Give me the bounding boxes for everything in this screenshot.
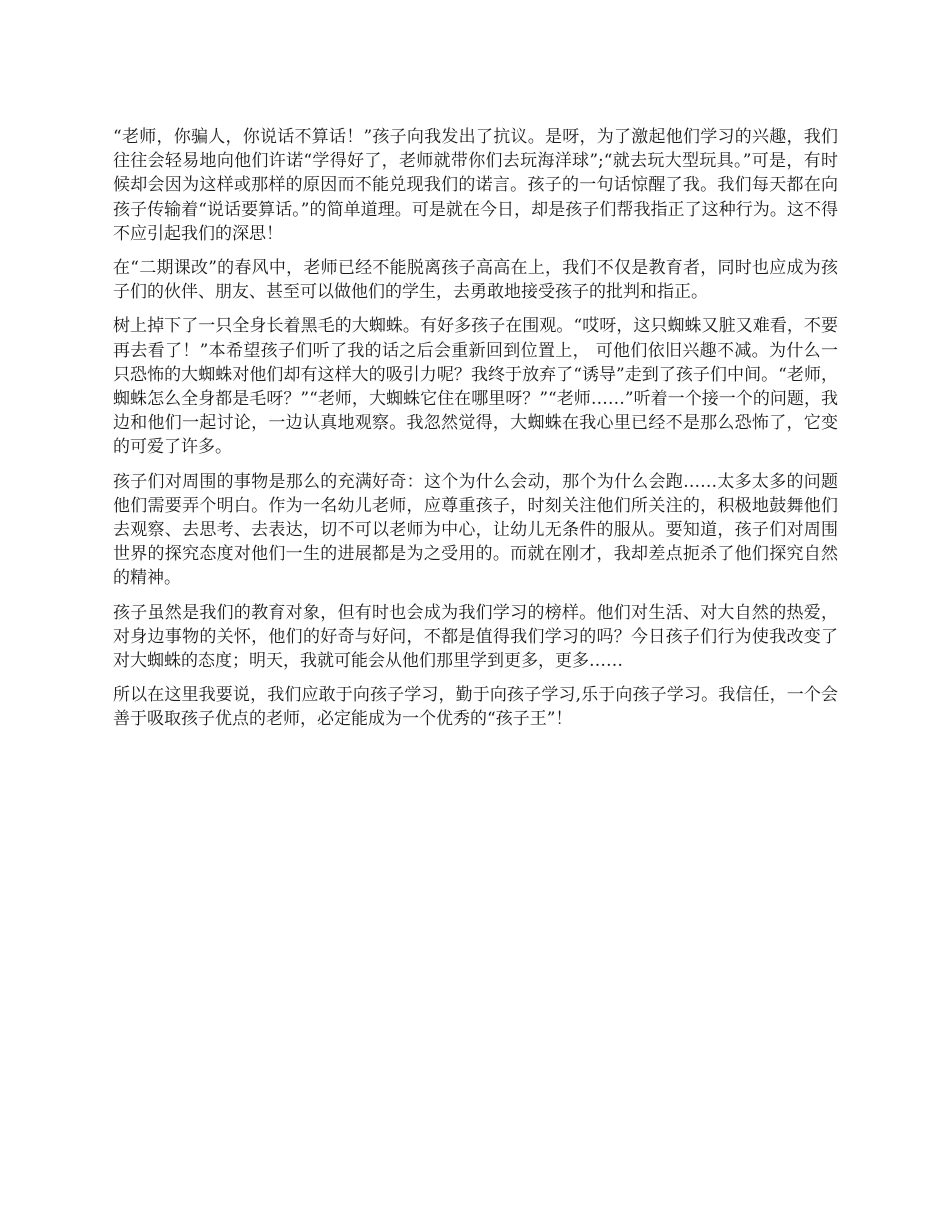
paragraph-5: 孩子虽然是我们的教育对象，但有时也会成为我们学习的榜样。他们对生活、对大自然的热爱，对身边事物的关怀，他们的好奇与好问，不都是值得我们学习的吗？今日孩子们行为使我改变了对大蜘蛛的态度；明天，我就可能会从他们那里学到更多，更多…… xyxy=(113,602,838,672)
paragraph-3: 树上掉下了一只全身长着黑毛的大蜘蛛。有好多孩子在围观。“哎呀，这只蜘蛛又脏又难看，不要再去看了！”本希望孩子们听了我的话之后会重新回到位置上， 可他们依旧兴趣不减。为什么一只恐怖的大蜘蛛对他们却有这样大的吸引力呢？我终于放弃了“诱导”走到了孩子们中间。“老师，蜘蛛怎么全身都是毛呀？”“老师，大蜘蛛它住在哪里呀？”“老师……”听着一个接一个的问题，我边和他们一起讨论，一边认真地观察。我忽然觉得，大蜘蛛在我心里已经不是那么恐怖了，它变的可爱了许多。 xyxy=(113,316,838,458)
paragraph-4: 孩子们对周围的事物是那么的充满好奇：这个为什么会动，那个为什么会跑……太多太多的问题他们需要弄个明白。作为一名幼儿老师，应尊重孩子，时刻关注他们所关注的，积极地鼓舞他们去观察、去思考、去表达，切不可以老师为中心，让幼儿无条件的服从。要知道，孩子们对周围世界的探究态度对他们一生的进展都是为之受用的。而就在刚才，我却差点扼杀了他们探究自然的精神。 xyxy=(113,471,838,589)
paragraph-2: 在“二期课改”的春风中，老师已经不能脱离孩子高高在上，我们不仅是教育者，同时也应成为孩子们的伙伴、朋友、甚至可以做他们的学生，去勇敢地接受孩子的批判和指正。 xyxy=(113,258,838,303)
paragraph-1: “老师，你骗人，你说话不算话！”孩子向我发出了抗议。是呀，为了激起他们学习的兴趣，我们往往会轻易地向他们许诺“学得好了，老师就带你们去玩海洋球”;“就去玩大型玩具。”可是，有时候却会因为这样或那样的原因而不能兑现我们的诺言。孩子的一句话惊醒了我。我们每天都在向孩子传输着“说话要算话。”的简单道理。可是就在今日，却是孩子们帮我指正了这种行为。这不得不应引起我们的深思！ xyxy=(113,127,838,244)
paragraph-6: 所以在这里我要说，我们应敢于向孩子学习，勤于向孩子学习,乐于向孩子学习。我信任，一个会善于吸取孩子优点的老师，必定能成为一个优秀的“孩子王”！ xyxy=(113,685,838,730)
document-body xyxy=(113,125,838,742)
